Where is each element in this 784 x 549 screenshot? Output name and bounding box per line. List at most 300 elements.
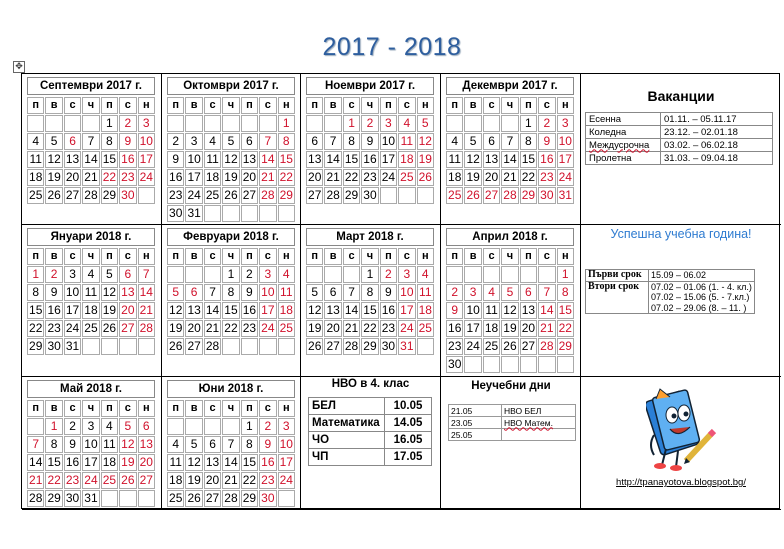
month-days-table <box>305 247 435 356</box>
day-cell: 13 <box>119 284 136 301</box>
table-row <box>309 398 432 415</box>
day-cell: 8 <box>343 133 360 150</box>
empty-day-cell <box>501 266 518 283</box>
day-cell: 16 <box>241 302 258 319</box>
day-cell: 18 <box>167 472 184 489</box>
week-row <box>446 302 574 319</box>
empty-day-cell <box>222 418 239 435</box>
day-cell: 6 <box>64 133 81 150</box>
day-cell: 13 <box>483 151 500 168</box>
day-cell: 9 <box>361 133 378 150</box>
day-cell: 25 <box>27 187 44 204</box>
day-cell: 5 <box>306 284 323 301</box>
weekday-label: с <box>204 400 221 417</box>
day-cell: 28 <box>138 320 155 337</box>
day-cell: 22 <box>27 320 44 337</box>
weekday-header-row <box>167 248 295 265</box>
day-cell: 27 <box>204 490 221 507</box>
month-calendar <box>27 380 155 508</box>
week-row <box>27 338 155 355</box>
day-cell: 26 <box>222 187 239 204</box>
empty-day-cell <box>324 266 341 283</box>
weekday-label: п <box>241 248 258 265</box>
week-row <box>306 302 434 319</box>
day-cell: 24 <box>278 472 295 489</box>
day-cell: 23 <box>446 338 463 355</box>
day-cell: 23 <box>380 320 397 337</box>
table-row <box>449 429 576 441</box>
month-days-table <box>305 96 435 205</box>
month-title: Октомври 2017 г. <box>167 77 295 95</box>
week-row <box>27 266 155 283</box>
terms-cell <box>581 225 781 377</box>
empty-day-cell <box>185 418 202 435</box>
day-cell: 4 <box>27 133 44 150</box>
weekday-header-row <box>306 248 434 265</box>
day-cell: 17 <box>464 320 481 337</box>
day-cell: 2 <box>119 115 136 132</box>
vacation-dates: 31.03. – 09.04.18 <box>661 152 773 165</box>
day-cell: 26 <box>464 187 481 204</box>
day-cell: 9 <box>45 284 62 301</box>
day-cell: 14 <box>538 302 555 319</box>
empty-day-cell <box>119 490 136 507</box>
weekday-label: в <box>185 400 202 417</box>
empty-day-cell <box>483 266 500 283</box>
weekday-label: н <box>557 248 574 265</box>
weekday-label: с <box>259 248 276 265</box>
day-cell: 19 <box>306 320 323 337</box>
day-cell: 20 <box>204 472 221 489</box>
empty-day-cell <box>259 205 276 222</box>
nvo-heading: НВО в 4. клас <box>331 378 410 390</box>
empty-day-cell <box>138 490 155 507</box>
empty-day-cell <box>324 115 341 132</box>
day-cell: 12 <box>119 436 136 453</box>
month-days-table <box>166 247 296 356</box>
table-move-handle-icon[interactable]: ✥ <box>13 61 25 73</box>
month-title: Декември 2017 г. <box>446 77 574 95</box>
day-cell: 25 <box>204 187 221 204</box>
term-date-line: 07.02 – 01.06 (1. - 4. кл.) <box>651 281 752 292</box>
empty-day-cell <box>27 418 44 435</box>
day-cell: 31 <box>398 338 415 355</box>
day-cell: 15 <box>520 151 537 168</box>
day-cell: 1 <box>343 115 360 132</box>
nvo-date: 10.05 <box>385 398 432 415</box>
week-row <box>306 169 434 186</box>
day-cell: 4 <box>167 436 184 453</box>
table-row <box>309 415 432 432</box>
day-cell: 30 <box>259 490 276 507</box>
weekday-label: н <box>138 400 155 417</box>
term-dates: 15.09 – 06.02 <box>649 270 755 282</box>
day-cell: 10 <box>64 284 81 301</box>
day-cell: 29 <box>27 338 44 355</box>
day-cell: 12 <box>464 151 481 168</box>
day-cell: 21 <box>259 169 276 186</box>
day-cell: 26 <box>306 338 323 355</box>
nvo-table <box>308 397 432 466</box>
day-cell: 11 <box>446 151 463 168</box>
weekday-label: с <box>483 248 500 265</box>
empty-day-cell <box>259 115 276 132</box>
week-row <box>306 151 434 168</box>
weekday-label: п <box>520 97 537 114</box>
empty-day-cell <box>45 115 62 132</box>
day-cell: 16 <box>64 454 81 471</box>
weekday-header-row <box>27 97 155 114</box>
day-cell: 9 <box>538 133 555 150</box>
day-cell: 20 <box>520 320 537 337</box>
empty-day-cell <box>483 115 500 132</box>
week-row <box>167 436 295 453</box>
week-row <box>27 151 155 168</box>
day-cell: 23 <box>361 169 378 186</box>
day-cell: 23 <box>167 187 184 204</box>
day-cell: 22 <box>343 169 360 186</box>
empty-day-cell <box>204 115 221 132</box>
month-calendar <box>446 228 574 374</box>
week-row <box>446 338 574 355</box>
day-cell: 23 <box>45 320 62 337</box>
nvo-subject: БЕЛ <box>309 398 385 415</box>
weekday-label: в <box>45 400 62 417</box>
day-cell: 29 <box>45 490 62 507</box>
day-cell: 17 <box>138 151 155 168</box>
day-cell: 1 <box>241 418 258 435</box>
day-cell: 5 <box>185 436 202 453</box>
empty-day-cell <box>241 115 258 132</box>
month-cell <box>22 225 162 377</box>
weekday-label: с <box>64 97 81 114</box>
day-cell: 19 <box>222 169 239 186</box>
empty-day-cell <box>343 266 360 283</box>
empty-day-cell <box>557 356 574 373</box>
weekday-label: в <box>45 248 62 265</box>
day-cell: 28 <box>82 187 99 204</box>
day-cell: 20 <box>241 169 258 186</box>
day-cell: 7 <box>204 284 221 301</box>
weekday-label: п <box>101 248 118 265</box>
week-row <box>306 266 434 283</box>
book-mascot-icon <box>646 385 718 471</box>
term-dates <box>649 281 755 314</box>
day-cell: 27 <box>306 187 323 204</box>
weekday-label: в <box>324 248 341 265</box>
day-cell: 9 <box>241 284 258 301</box>
vacation-name: Коледна <box>586 126 661 139</box>
day-cell: 6 <box>483 133 500 150</box>
day-cell: 17 <box>64 302 81 319</box>
day-cell: 3 <box>185 133 202 150</box>
vacations-cell <box>581 74 781 225</box>
day-cell: 29 <box>361 338 378 355</box>
day-cell: 27 <box>324 338 341 355</box>
day-cell: 11 <box>167 454 184 471</box>
vacations-table <box>585 112 773 165</box>
day-cell: 11 <box>82 284 99 301</box>
day-cell: 13 <box>64 151 81 168</box>
week-row <box>446 133 574 150</box>
day-cell: 28 <box>27 490 44 507</box>
weekday-header-row <box>446 248 574 265</box>
empty-day-cell <box>222 205 239 222</box>
day-cell: 3 <box>64 266 81 283</box>
day-cell: 13 <box>324 302 341 319</box>
day-cell: 12 <box>306 302 323 319</box>
day-cell: 18 <box>483 320 500 337</box>
weekday-label: п <box>446 248 463 265</box>
day-cell: 7 <box>82 133 99 150</box>
nonschool-date: 23.05 <box>449 417 502 429</box>
weekday-header-row <box>306 97 434 114</box>
empty-day-cell <box>464 266 481 283</box>
vacation-dates: 03.02. – 06.02.18 <box>661 139 773 152</box>
week-row <box>167 266 295 283</box>
month-cell <box>22 377 162 510</box>
day-cell: 14 <box>138 284 155 301</box>
day-cell: 23 <box>119 169 136 186</box>
week-row <box>167 472 295 489</box>
empty-day-cell <box>185 115 202 132</box>
month-title: Април 2018 г. <box>446 228 574 246</box>
week-row <box>446 320 574 337</box>
month-days-table <box>26 399 156 508</box>
empty-day-cell <box>464 115 481 132</box>
week-row <box>306 338 434 355</box>
weekday-label: с <box>538 248 555 265</box>
weekday-header-row <box>27 400 155 417</box>
day-cell: 11 <box>398 133 415 150</box>
day-cell: 6 <box>204 436 221 453</box>
week-row <box>27 133 155 150</box>
weekday-label: с <box>204 97 221 114</box>
day-cell: 9 <box>259 436 276 453</box>
term-label: Първи срок <box>586 270 649 282</box>
day-cell: 24 <box>185 187 202 204</box>
table-row <box>586 270 755 282</box>
empty-day-cell <box>278 338 295 355</box>
month-calendar <box>167 228 295 356</box>
day-cell: 15 <box>45 454 62 471</box>
table-row <box>586 152 773 165</box>
nvo-subject: ЧО <box>309 432 385 449</box>
weekday-label: п <box>241 97 258 114</box>
weekday-label: п <box>380 97 397 114</box>
nonschool-heading: Неучебни дни <box>471 380 551 392</box>
day-cell: 5 <box>45 133 62 150</box>
weekday-label: п <box>241 400 258 417</box>
weekday-header-row <box>167 97 295 114</box>
day-cell: 24 <box>398 320 415 337</box>
day-cell: 4 <box>204 133 221 150</box>
day-cell: 4 <box>278 266 295 283</box>
day-cell: 17 <box>82 454 99 471</box>
weekday-label: ч <box>222 248 239 265</box>
day-cell: 16 <box>45 302 62 319</box>
day-cell: 26 <box>119 472 136 489</box>
day-cell: 10 <box>259 284 276 301</box>
day-cell: 21 <box>27 472 44 489</box>
day-cell: 11 <box>204 151 221 168</box>
week-row <box>306 115 434 132</box>
weekday-header-row <box>27 248 155 265</box>
day-cell: 17 <box>278 454 295 471</box>
day-cell: 26 <box>167 338 184 355</box>
day-cell: 6 <box>185 284 202 301</box>
day-cell: 23 <box>538 169 555 186</box>
nonschool-label <box>502 429 576 441</box>
day-cell: 21 <box>324 169 341 186</box>
day-cell: 7 <box>501 133 518 150</box>
day-cell: 23 <box>64 472 81 489</box>
day-cell: 19 <box>464 169 481 186</box>
weekday-label: ч <box>501 97 518 114</box>
day-cell: 21 <box>204 320 221 337</box>
week-row <box>446 356 574 373</box>
vacation-name: Междусрочна <box>586 139 661 152</box>
weekday-label: в <box>45 97 62 114</box>
day-cell: 6 <box>241 133 258 150</box>
nonschool-cell <box>441 377 581 510</box>
week-row <box>446 169 574 186</box>
day-cell: 11 <box>278 284 295 301</box>
week-row <box>306 320 434 337</box>
empty-day-cell <box>278 490 295 507</box>
day-cell: 8 <box>361 284 378 301</box>
day-cell: 20 <box>138 454 155 471</box>
day-cell: 7 <box>324 133 341 150</box>
table-row <box>586 139 773 152</box>
month-calendar <box>167 77 295 223</box>
weekday-label: с <box>119 97 136 114</box>
day-cell: 28 <box>222 490 239 507</box>
day-cell: 7 <box>27 436 44 453</box>
week-row <box>167 302 295 319</box>
day-cell: 3 <box>380 115 397 132</box>
day-cell: 10 <box>557 133 574 150</box>
day-cell: 14 <box>501 151 518 168</box>
weekday-label: в <box>185 248 202 265</box>
week-row <box>167 133 295 150</box>
empty-day-cell <box>464 356 481 373</box>
day-cell: 26 <box>45 187 62 204</box>
empty-day-cell <box>82 338 99 355</box>
day-cell: 25 <box>278 320 295 337</box>
day-cell: 22 <box>241 472 258 489</box>
day-cell: 13 <box>204 454 221 471</box>
weekday-label: п <box>446 97 463 114</box>
day-cell: 9 <box>446 302 463 319</box>
day-cell: 7 <box>538 284 555 301</box>
month-title: Март 2018 г. <box>306 228 434 246</box>
weekday-label: н <box>278 248 295 265</box>
day-cell: 5 <box>101 266 118 283</box>
week-row <box>27 115 155 132</box>
day-cell: 5 <box>464 133 481 150</box>
day-cell: 16 <box>119 151 136 168</box>
day-cell: 19 <box>119 454 136 471</box>
vacation-dates: 23.12. – 02.01.18 <box>661 126 773 139</box>
day-cell: 27 <box>241 187 258 204</box>
day-cell: 29 <box>343 187 360 204</box>
day-cell: 1 <box>361 266 378 283</box>
day-cell: 11 <box>483 302 500 319</box>
weekday-label: с <box>259 97 276 114</box>
week-row <box>27 472 155 489</box>
day-cell: 13 <box>306 151 323 168</box>
day-cell: 4 <box>417 266 434 283</box>
month-cell <box>162 74 301 225</box>
day-cell: 8 <box>520 133 537 150</box>
weekday-label: с <box>398 97 415 114</box>
empty-day-cell <box>167 418 184 435</box>
day-cell: 12 <box>45 151 62 168</box>
day-cell: 3 <box>398 266 415 283</box>
weekday-label: п <box>167 400 184 417</box>
table-row <box>586 113 773 126</box>
month-cell <box>441 225 581 377</box>
day-cell: 1 <box>101 115 118 132</box>
day-cell: 18 <box>204 169 221 186</box>
day-cell: 8 <box>241 436 258 453</box>
day-cell: 15 <box>241 454 258 471</box>
table-row <box>586 281 755 314</box>
weekday-label: с <box>483 97 500 114</box>
day-cell: 5 <box>119 418 136 435</box>
day-cell: 17 <box>185 169 202 186</box>
day-cell: 14 <box>27 454 44 471</box>
day-cell: 10 <box>138 133 155 150</box>
day-cell: 22 <box>520 169 537 186</box>
day-cell: 24 <box>82 472 99 489</box>
week-row <box>27 418 155 435</box>
month-days-table <box>445 247 575 374</box>
day-cell: 1 <box>278 115 295 132</box>
empty-day-cell <box>204 418 221 435</box>
weekday-label: ч <box>82 97 99 114</box>
day-cell: 18 <box>101 454 118 471</box>
day-cell: 2 <box>45 266 62 283</box>
day-cell: 2 <box>167 133 184 150</box>
empty-day-cell <box>64 115 81 132</box>
blog-link[interactable]: http://tpanayotova.blogspot.bg/ <box>616 477 746 488</box>
empty-day-cell <box>138 187 155 204</box>
day-cell: 17 <box>259 302 276 319</box>
week-row <box>27 436 155 453</box>
day-cell: 24 <box>557 169 574 186</box>
weekday-label: с <box>64 400 81 417</box>
day-cell: 6 <box>520 284 537 301</box>
day-cell: 22 <box>278 169 295 186</box>
day-cell: 15 <box>222 302 239 319</box>
day-cell: 30 <box>45 338 62 355</box>
weekday-label: с <box>204 248 221 265</box>
day-cell: 5 <box>501 284 518 301</box>
day-cell: 2 <box>259 418 276 435</box>
weekday-label: в <box>464 97 481 114</box>
day-cell: 29 <box>557 338 574 355</box>
empty-day-cell <box>241 338 258 355</box>
table-row <box>309 432 432 449</box>
week-row <box>167 151 295 168</box>
day-cell: 30 <box>361 187 378 204</box>
day-cell: 22 <box>557 320 574 337</box>
weekday-label: п <box>306 248 323 265</box>
weekday-label: с <box>343 248 360 265</box>
day-cell: 2 <box>241 266 258 283</box>
